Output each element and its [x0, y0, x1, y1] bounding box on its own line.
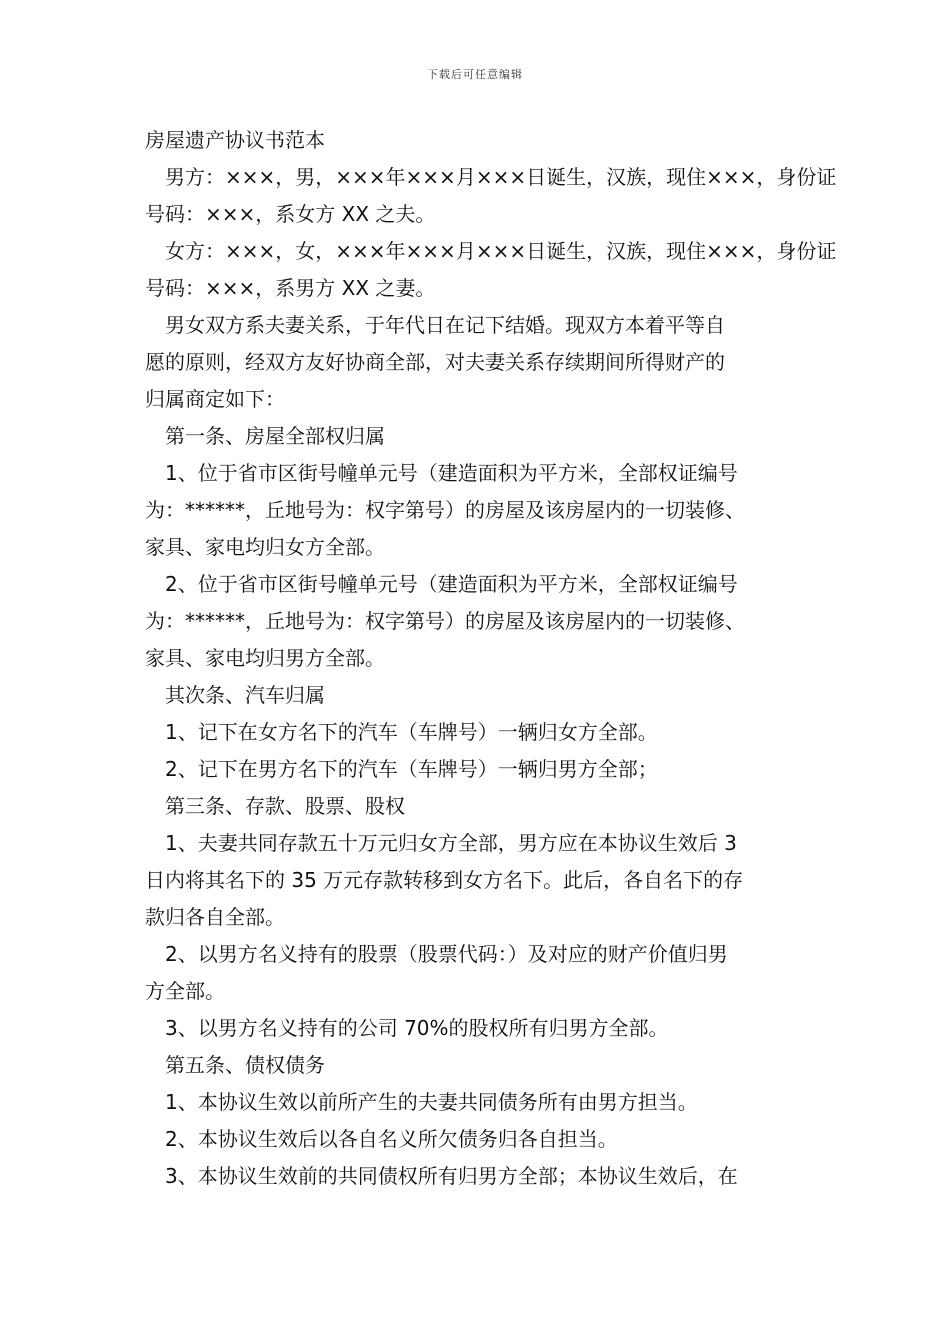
paragraph-line: 愿的原则，经双方友好协商全部，对夫妻关系存续期间所得财产的: [145, 350, 725, 374]
paragraph-line: 2、记下在男方名下的汽车（车牌号）一辆归男方全部；: [165, 757, 658, 781]
paragraph-line: 归属商定如下：: [145, 387, 285, 411]
document-body: [145, 122, 835, 1195]
paragraph-line: 号码：×××，系男方 XX 之妻。: [145, 276, 436, 300]
paragraph-line: 2、位于省市区街号幢单元号（建造面积为平方米，全部权证编号: [165, 572, 738, 596]
paragraph-line: 1、位于省市区街号幢单元号（建造面积为平方米，全部权证编号: [165, 461, 738, 485]
paragraph-line: 2、本协议生效后以各自名义所欠债务归各自担当。: [165, 1127, 618, 1151]
paragraph-line: 3、本协议生效前的共同债权所有归男方全部；本协议生效后，在: [165, 1164, 738, 1188]
paragraph-line: 日内将其名下的 35 万元存款转移到女方名下。此后，各自名下的存: [145, 868, 744, 892]
paragraph-line: 其次条、汽车归属: [165, 683, 325, 707]
paragraph-line: 男女双方系夫妻关系，于年代日在记下结婚。现双方本着平等自: [165, 313, 725, 337]
paragraph-line: 女方：×××，女，×××年×××月×××日诞生，汉族，现住×××，身份证: [165, 239, 837, 263]
paragraph-line: 号码：×××，系女方 XX 之夫。: [145, 202, 436, 226]
paragraph-line: 家具、家电均归男方全部。: [145, 646, 385, 670]
paragraph-line: 方全部。: [145, 979, 225, 1003]
paragraph-line: 1、夫妻共同存款五十万元归女方全部，男方应在本协议生效后 3: [165, 831, 737, 855]
paragraph-line: 第三条、存款、股票、股权: [165, 794, 405, 818]
paragraph-line: 3、以男方名义持有的公司 70%的股权所有归男方全部。: [165, 1016, 669, 1040]
page-header: 下载后可任意编辑: [427, 68, 523, 81]
paragraph-line: 为：******，丘地号为：权字第号）的房屋及该房屋内的一切装修、: [145, 609, 745, 633]
document-title: 房屋遗产协议书范本: [145, 128, 325, 152]
paragraph-line: 款归各自全部。: [145, 905, 285, 929]
paragraph-line: 1、记下在女方名下的汽车（车牌号）一辆归女方全部。: [165, 720, 658, 744]
paragraph-line: 1、本协议生效以前所产生的夫妻共同债务所有由男方担当。: [165, 1090, 698, 1114]
paragraph-line: 为：******，丘地号为：权字第号）的房屋及该房屋内的一切装修、: [145, 498, 745, 522]
paragraph-line: 第一条、房屋全部权归属: [165, 424, 385, 448]
paragraph-line: 男方：×××，男，×××年×××月×××日诞生，汉族，现住×××，身份证: [165, 165, 837, 189]
paragraph-line: 家具、家电均归女方全部。: [145, 535, 385, 559]
paragraph-line: 第五条、债权债务: [165, 1053, 325, 1077]
paragraph-line: 2、以男方名义持有的股票（股票代码：）及对应的财产价值归男: [165, 942, 728, 966]
